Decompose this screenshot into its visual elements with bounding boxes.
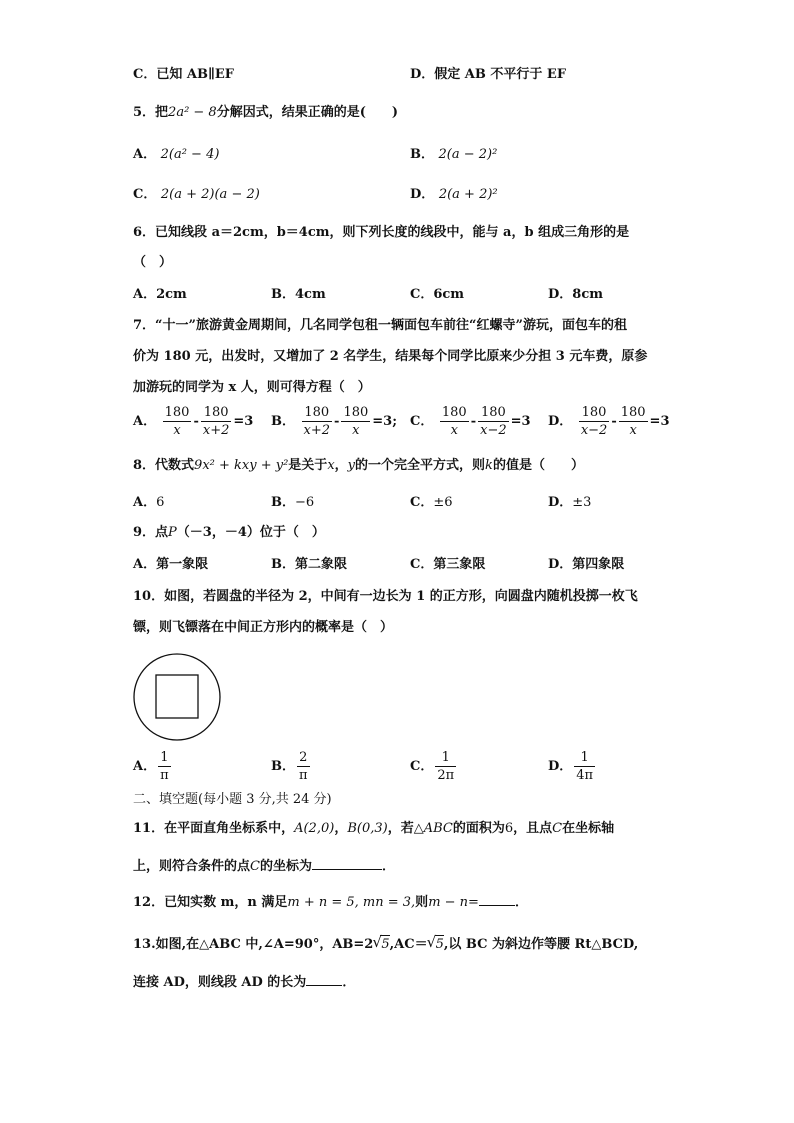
q9-option-c: C．第三象限 <box>410 557 486 572</box>
q9-option-a: A．第一象限 <box>133 557 209 572</box>
q8-option-c: C．±6 <box>410 495 453 510</box>
section-heading-fill-in: 二、填空题(每小题 3 分,共 24 分) <box>133 792 332 807</box>
q5-stem: 5．把2a² − 8分解因式，结果正确的是( ) <box>133 105 399 120</box>
disk-circle <box>134 654 220 740</box>
q11-answer-blank[interactable] <box>312 857 382 870</box>
q10-option-a: A． $\frac{1}{\pi}$ <box>133 750 169 783</box>
q7-stem-line2: 价为 180 元，出发时，又增加了 2 名学生，结果每个同学比原来少分担 3 元车费，原参 <box>133 349 648 364</box>
q8-stem: 8．代数式9x² + kxy + y²是关于x，y的一个完全平方式，则k的值是（ ） <box>133 458 584 473</box>
q5-option-d: D． 2(a + 2)² <box>410 187 498 202</box>
q10-option-b: B． $\frac{2}{\pi}$ <box>271 750 308 783</box>
q7-option-c: C． $\frac{180}{x}$ - $\frac{180}{x-2}$ =3 <box>410 405 531 438</box>
q7-option-b: B． $\frac{180}{x+2}$ - $\frac{180}{x}$ =3; <box>271 405 398 438</box>
q6-paren: （ ） <box>133 255 173 270</box>
q13-stem-line2: 连接 AD，则线段 AD 的长为 ． <box>133 975 356 990</box>
q10-b-fraction: $\frac{2}{\pi}$ <box>299 750 308 783</box>
q9-option-b: B．第二象限 <box>271 557 347 572</box>
q8-option-d: D．±3 <box>548 495 592 510</box>
q10-c-fraction: $\frac{1}{2\pi}$ <box>437 750 455 783</box>
q6-option-b: B．4cm <box>271 287 326 302</box>
q13-stem-line1: 13.如图,在△ABC 中,∠A=90°，AB=2√ 5,AC＝√ 5,以 BC 为斜边作等腰 Rt△BCD, <box>133 936 638 954</box>
q5-expression: 2a² − 8 <box>168 105 217 120</box>
q5-option-a: A． 2(a² − 4) <box>133 147 220 162</box>
q4-option-d: D．假定 AB 不平行于 EF <box>410 67 567 82</box>
q7-option-a: A． $\frac{180}{x}$ - $\frac{180}{x+2}$ =3 <box>133 405 254 438</box>
q5-option-b: B． 2(a − 2)² <box>410 147 498 162</box>
q7-stem-line3: 加游玩的同学为 x 人，则可得方程（ ） <box>133 380 371 395</box>
q7-a-fraction-1: $\frac{180}{x}$ <box>164 405 190 438</box>
q10-option-c: C． $\frac{1}{2\pi}$ <box>410 750 455 783</box>
q7-c-fraction-1: $\frac{180}{x}$ <box>441 405 467 438</box>
q5-option-c: C． 2(a + 2)(a − 2) <box>133 187 260 202</box>
q11-stem-line2: 上，则符合条件的点C的坐标为 ． <box>133 859 395 874</box>
q7-c-fraction-2: $\frac{180}{x-2}$ <box>480 405 507 438</box>
q8-expression: 9x² + kxy + y² <box>194 458 289 473</box>
q6-option-c: C．6cm <box>410 287 465 302</box>
q10-disk-figure <box>131 651 223 743</box>
q13-answer-blank[interactable] <box>306 973 342 986</box>
center-square <box>156 675 198 718</box>
q12-answer-blank[interactable] <box>479 893 515 906</box>
q10-a-fraction: $\frac{1}{\pi}$ <box>160 750 169 783</box>
q10-stem-line1: 10．如图，若圆盘的半径为 2，中间有一边长为 1 的正方形，向圆盘内随机投掷一枚飞 <box>133 589 638 604</box>
sqrt-5-ac: √ 5 <box>428 936 444 954</box>
q9-stem: 9．点P（－3，－4）位于（ ） <box>133 525 325 540</box>
q11-stem-line1: 11．在平面直角坐标系中，A(2,0)，B(0,3)，若△ABC的面积为6，且点C在坐标轴 <box>133 821 615 836</box>
q7-a-fraction-2: $\frac{180}{x+2}$ <box>202 405 230 438</box>
q6-option-a: A．2cm <box>133 287 187 302</box>
q8-option-a: A．6 <box>133 495 165 510</box>
q10-option-d: D． $\frac{1}{4\pi}$ <box>548 750 594 783</box>
q7-d-fraction-2: $\frac{180}{x}$ <box>620 405 646 438</box>
q8-option-b: B．−6 <box>271 495 315 510</box>
q10-stem-line2: 镖，则飞镖落在中间正方形内的概率是（ ） <box>133 620 394 635</box>
sqrt-5-ab: √ 5 <box>373 936 389 954</box>
q12-stem: 12．已知实数 m，n 满足m + n = 5, mn = 3,则m − n= ． <box>133 895 528 910</box>
q7-stem-line1: 7．“十一”旅游黄金周期间，几名同学包租一辆面包车前往“红螺寺”游玩，面包车的租 <box>133 318 627 333</box>
q4-option-c: C．已知 AB∥EF <box>133 67 234 82</box>
q10-d-fraction: $\frac{1}{4\pi}$ <box>576 750 594 783</box>
q7-option-d: D． $\frac{180}{x-2}$ - $\frac{180}{x}$ =3 <box>548 405 670 438</box>
q7-b-fraction-2: $\frac{180}{x}$ <box>343 405 369 438</box>
q7-d-fraction-1: $\frac{180}{x-2}$ <box>580 405 608 438</box>
q6-option-d: D．8cm <box>548 287 603 302</box>
q7-b-fraction-1: $\frac{180}{x+2}$ <box>303 405 331 438</box>
q9-option-d: D．第四象限 <box>548 557 625 572</box>
q6-stem: 6．已知线段 a＝2cm，b＝4cm，则下列长度的线段中，能与 a，b 组成三角形的是 <box>133 225 630 240</box>
